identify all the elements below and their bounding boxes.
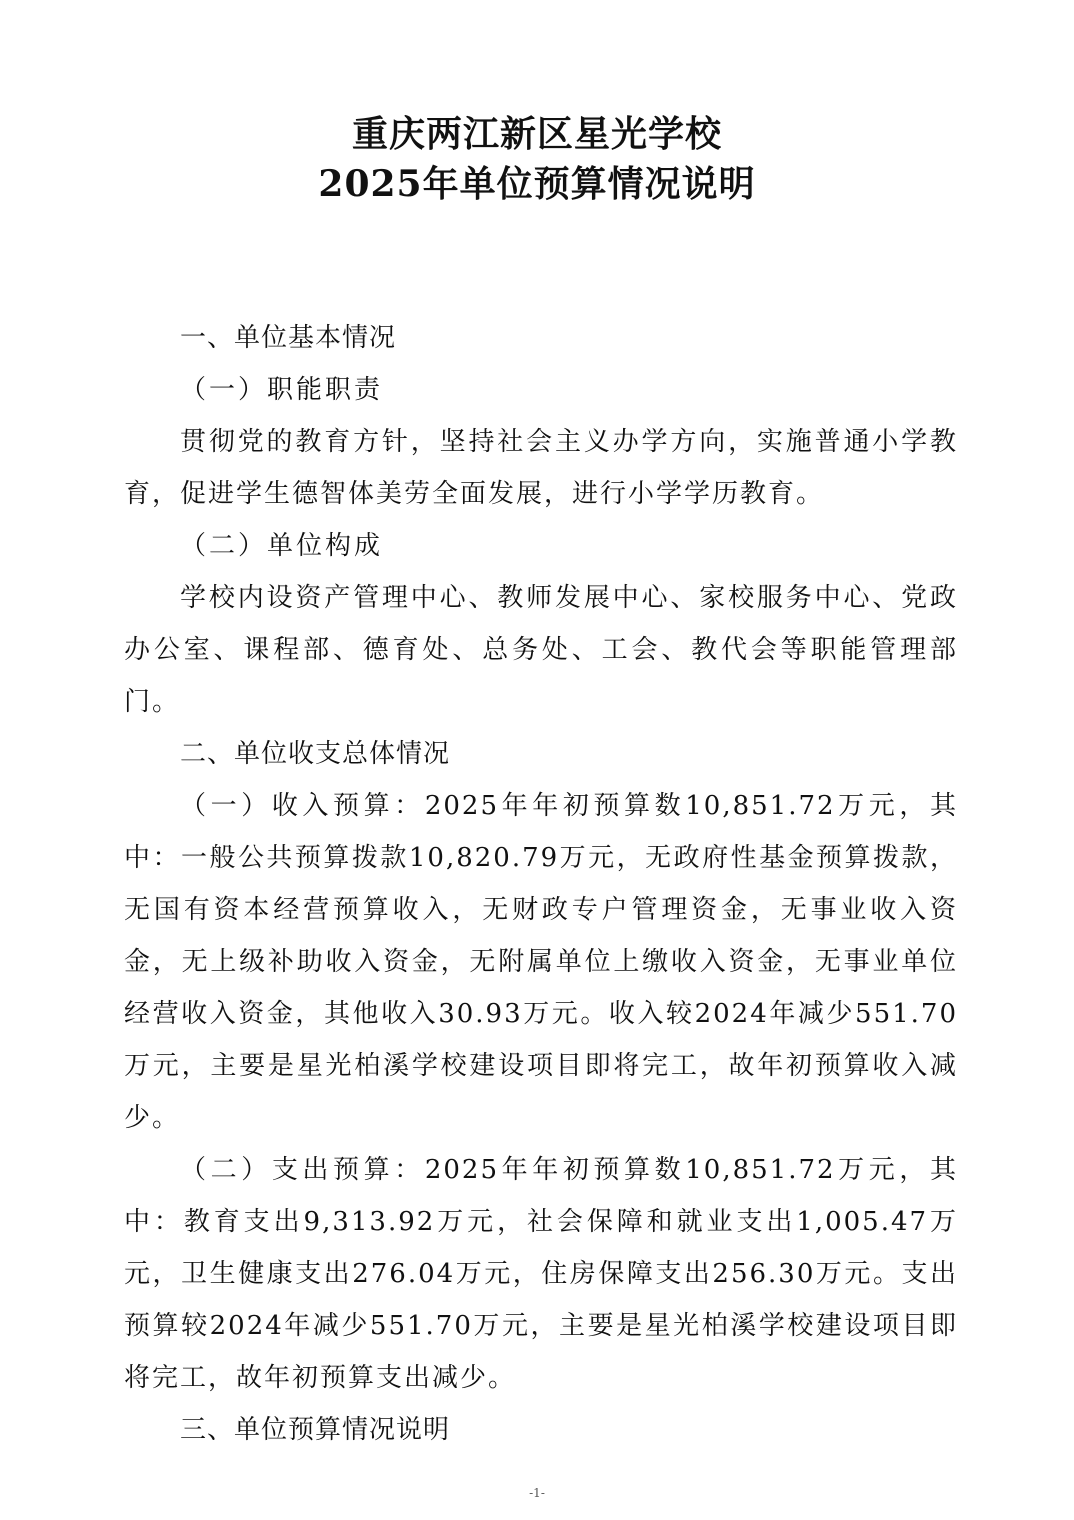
subsection-heading-composition: （二）单位构成: [180, 531, 384, 561]
subsection-heading-duties: （一）职能职责: [180, 375, 384, 405]
document-title-line2: 2025年单位预算情况说明: [318, 163, 756, 205]
document-title-line1: 重庆两江新区星光学校: [351, 113, 722, 155]
paragraph-composition: 学校内设资产管理中心、教师发展中心、家校服务中心、党政办公室、课程部、德育处、总务处、工会、教代会等职能管理部门。: [124, 583, 958, 717]
document-body: [124, 312, 958, 1456]
paragraph-expense-budget: （二）支出预算：2025年年初预算数10,851.72万元，其中：教育支出9,313.92万元，社会保障和就业支出1,005.47万元，卫生健康支出276.04万元，住房保障支出256.30万元。支出预算较2024年减少551.70万元，主要是星光柏溪学校建设项目即将完工，故年初预算支出减少。: [124, 1155, 958, 1393]
section-heading-budget-explanation: 三、单位预算情况说明: [180, 1415, 451, 1445]
paragraph-duties: 贯彻党的教育方针，坚持社会主义办学方向，实施普通小学教育，促进学生德智体美劳全面发展，进行小学学历教育。: [124, 427, 958, 509]
paragraph-income-budget: （一）收入预算：2025年年初预算数10,851.72万元，其中：一般公共预算拨款10,820.79万元，无政府性基金预算拨款，无国有资本经营预算收入，无财政专户管理资金，无事业收入资金，无上级补助收入资金，无附属单位上缴收入资金，无事业单位经营收入资金，其他收入30.93万元。收入较2024年减少551.70万元，主要是星光柏溪学校建设项目即将完工，故年初预算收入减少。: [124, 791, 958, 1133]
section-heading-revenue-expenditure: 二、单位收支总体情况: [180, 739, 451, 769]
section-heading-basic-info: 一、单位基本情况: [180, 323, 397, 353]
page-number: -1-: [529, 1486, 545, 1500]
